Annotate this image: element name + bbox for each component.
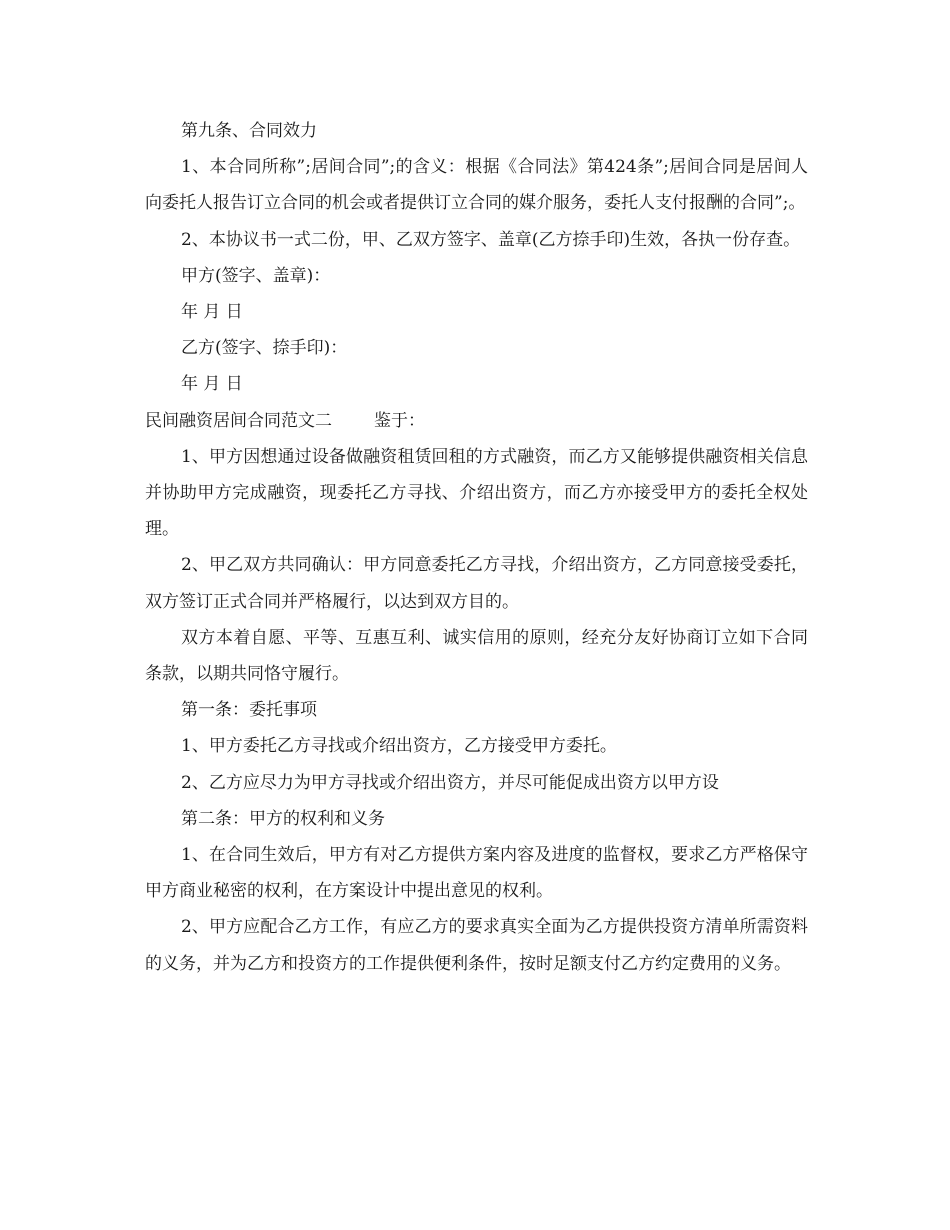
article-2-heading: 第二条：甲方的权利和义务	[181, 808, 385, 829]
article-2-item-1: 1、在合同生效后，甲方有对乙方提供方案内容及进度的监督权，要求乙方严格保守甲方商业秘密的权利，在方案设计中提出意见的权利。	[145, 845, 808, 902]
principle-paragraph: 双方本着自愿、平等、互惠互利、诚实信用的原则，经充分友好协商订立如下合同条款，以期共同恪守履行。	[145, 627, 808, 685]
article-1-item-1: 1、甲方委托乙方寻找或介绍出资方，乙方接受甲方委托。	[181, 736, 617, 757]
whereas-label: 鉴于：	[374, 410, 425, 431]
article-1-item-2: 2、乙方应尽力为甲方寻找或介绍出资方，并尽可能促成出资方以甲方设	[181, 772, 719, 793]
second-sample-title: 民间融资居间合同范文二	[145, 410, 332, 431]
party-b-date-line: 年 月 日	[181, 374, 243, 395]
party-a-signature-line: 甲方(签字、盖章)：	[181, 265, 331, 286]
article-9-heading: 第九条、合同效力	[181, 121, 317, 141]
article-9-item-1: 1、本合同所称”;居间合同”;的含义：根据《合同法》第424条”;居间合同是居间人向委托人报告订立合同的机会或者提供订立合同的媒介服务，委托人支付报酬的合同”;。	[145, 157, 808, 214]
party-b-signature-line: 乙方(签字、捺手印)：	[181, 338, 348, 359]
whereas-clause-1: 1、甲方因想通过设备做融资租赁回租的方式融资，而乙方又能够提供融资相关信息并协助甲方完成融资，现委托乙方寻找、介绍出资方，而乙方亦接受甲方的委托全权处理。	[145, 446, 808, 540]
article-9-item-2: 2、本协议书一式二份，甲、乙双方签字、盖章(乙方捺手印)生效，各执一份存查。	[181, 229, 801, 250]
party-a-date-line: 年 月 日	[181, 302, 243, 323]
second-sample-heading	[145, 403, 808, 439]
article-2-item-2: 2、甲方应配合乙方工作，有应乙方的要求真实全面为乙方提供投资方清单所需资料的义务，并为乙方和投资方的工作提供便利条件，按时足额支付乙方约定费用的义务。	[145, 917, 808, 974]
article-1-heading: 第一条：委托事项	[181, 700, 317, 721]
document-body	[145, 113, 808, 982]
whereas-clause-2: 2、甲乙双方共同确认：甲方同意委托乙方寻找，介绍出资方，乙方同意接受委托，双方签订正式合同并严格履行，以达到双方目的。	[145, 555, 808, 612]
